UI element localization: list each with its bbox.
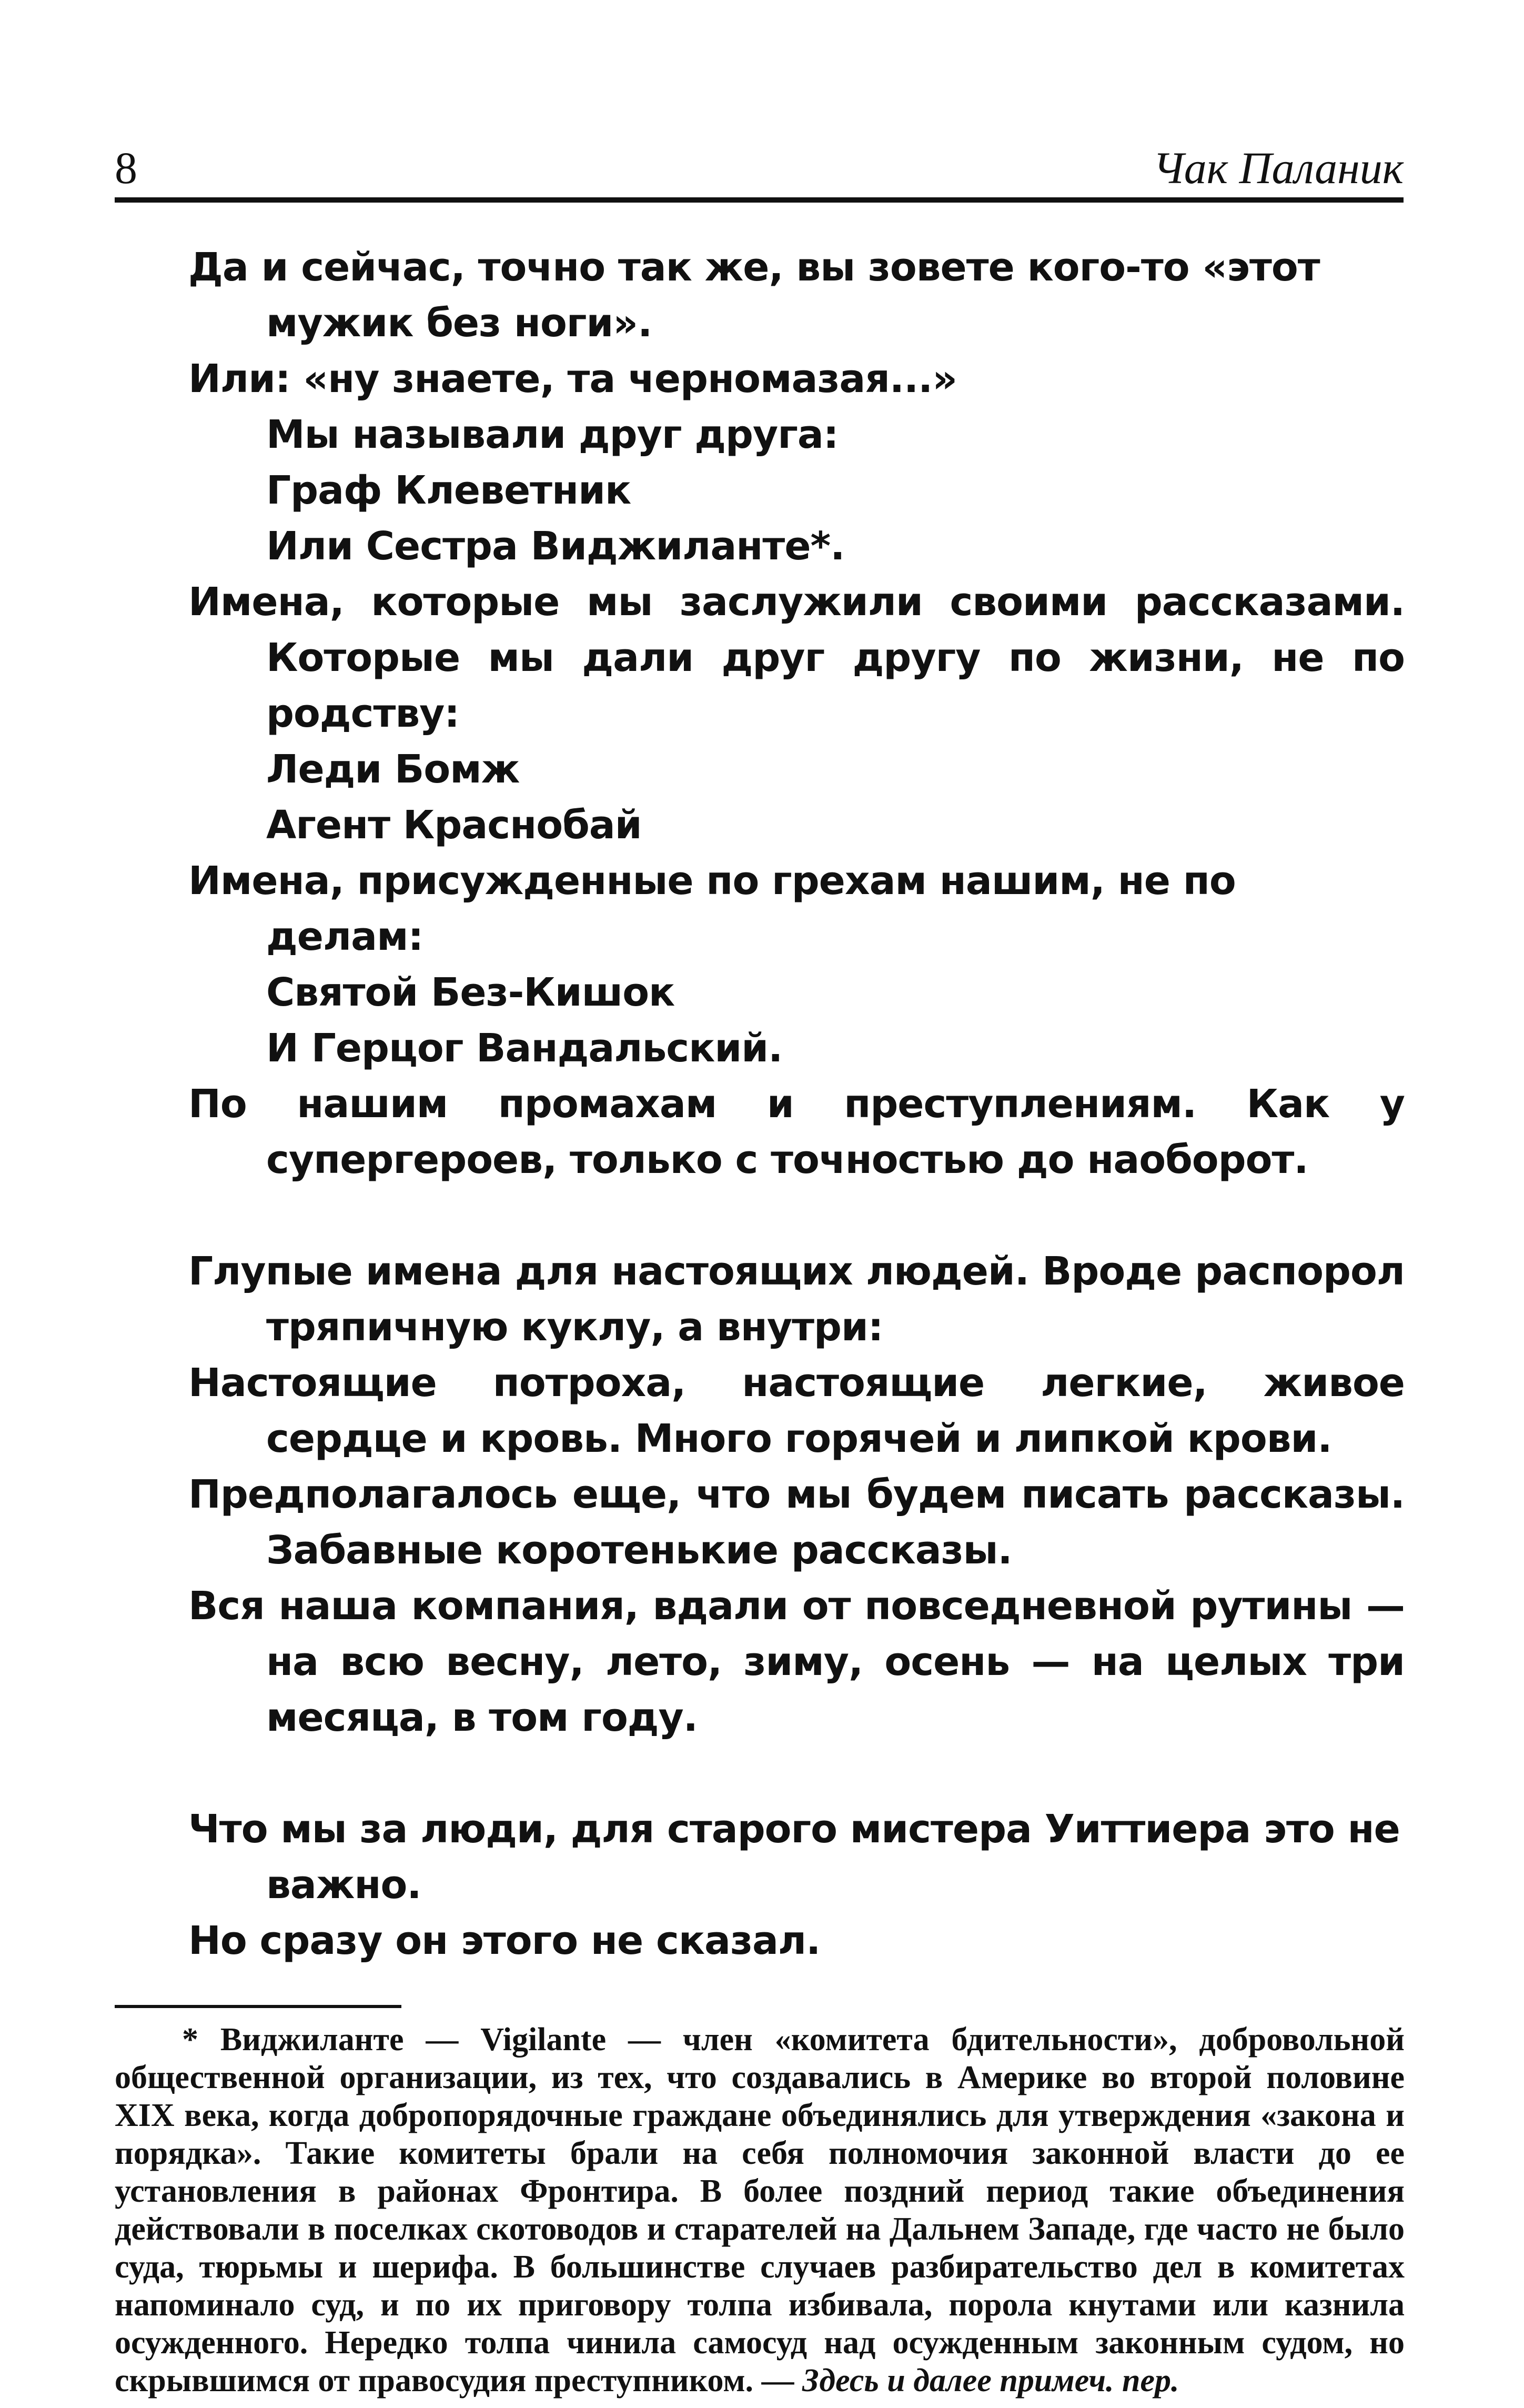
text-line: Предполагалось еще, что мы будем писать рассказы. Забавные коротенькие рассказы.	[188, 1472, 1405, 1573]
footnote-rule	[115, 2005, 401, 2008]
text-line: Леди Бомж	[266, 747, 520, 792]
running-title: Чак Паланик	[1153, 143, 1404, 193]
text-line: Имена, которые мы заслужили своими рассказами. Которые мы дали друг другу по жизни, не по родству:	[188, 579, 1405, 736]
text-line: Имена, присужденные по грехам нашим, не по делам:	[188, 858, 1236, 959]
footnote	[115, 2021, 1405, 2400]
text-line: Что мы за люди, для старого мистера Уиттиера это не важно.	[188, 1807, 1400, 1908]
text-line: Или: «ну знаете, та черномазая...»	[188, 356, 957, 402]
text-line: По нашим промахам и преступлениям. Как у супергероев, только с точностью до наоборот.	[188, 1081, 1405, 1182]
header-rule	[115, 197, 1404, 203]
text-line: Агент Краснобай	[266, 802, 642, 848]
paragraph-gap	[188, 1188, 1405, 1243]
text-line: Мы называли друг друга:	[266, 412, 839, 457]
text-line: Святой Без-Кишок	[266, 970, 675, 1015]
text-line: И Герцог Вандальский.	[266, 1026, 783, 1071]
footnote-attribution: Здесь и далее примеч. пер.	[802, 2363, 1179, 2399]
footnote-text: * Виджиланте — Vigilante — член «комитета бдительности», добровольной общественной организации, из тех, что создавались в Америке во второй половине XIX века, когда добропорядочные граждане объединялись для утверждения «закона и порядка». Такие комитеты брали на себя полномочия законной власти до ее установления в районах Фронтира. В более поздний период такие объединения действовали в поселках скотоводов и старателей на Дальнем Западе, где часто не было суда, тюрьмы и шерифа. В большинстве случаев разбирательство дел в комитетах напоминало суд, и по их приговору толпа избивала, порола кнутами или казнила осужденного. Нередко толпа чинила самосуд над осужденным законным судом, но скрывшимся от правосудия преступником. —	[115, 2022, 1405, 2399]
text-line: Да и сейчас, точно так же, вы зовете кого-то «этот мужик без ноги».	[188, 245, 1320, 346]
page-number: 8	[115, 143, 137, 193]
text-line: Настоящие потроха, настоящие легкие, живое сердце и кровь. Много горячей и липкой крови.	[188, 1360, 1405, 1461]
text-line: Но сразу он этого не сказал.	[188, 1918, 821, 1963]
text-line: Граф Клеветник	[266, 468, 631, 513]
text-line: Или Сестра Виджиланте*.	[266, 524, 845, 569]
paragraph-gap	[188, 1745, 1405, 1801]
text-line: Глупые имена для настоящих людей. Вроде распорол тряпичную куклу, а внутри:	[188, 1249, 1405, 1350]
page-header	[115, 132, 1404, 200]
main-text	[188, 239, 1405, 1969]
text-line: Вся наша компания, вдали от повседневной рутины — на всю весну, лето, зиму, осень — на целых три месяца, в том году.	[188, 1583, 1405, 1740]
